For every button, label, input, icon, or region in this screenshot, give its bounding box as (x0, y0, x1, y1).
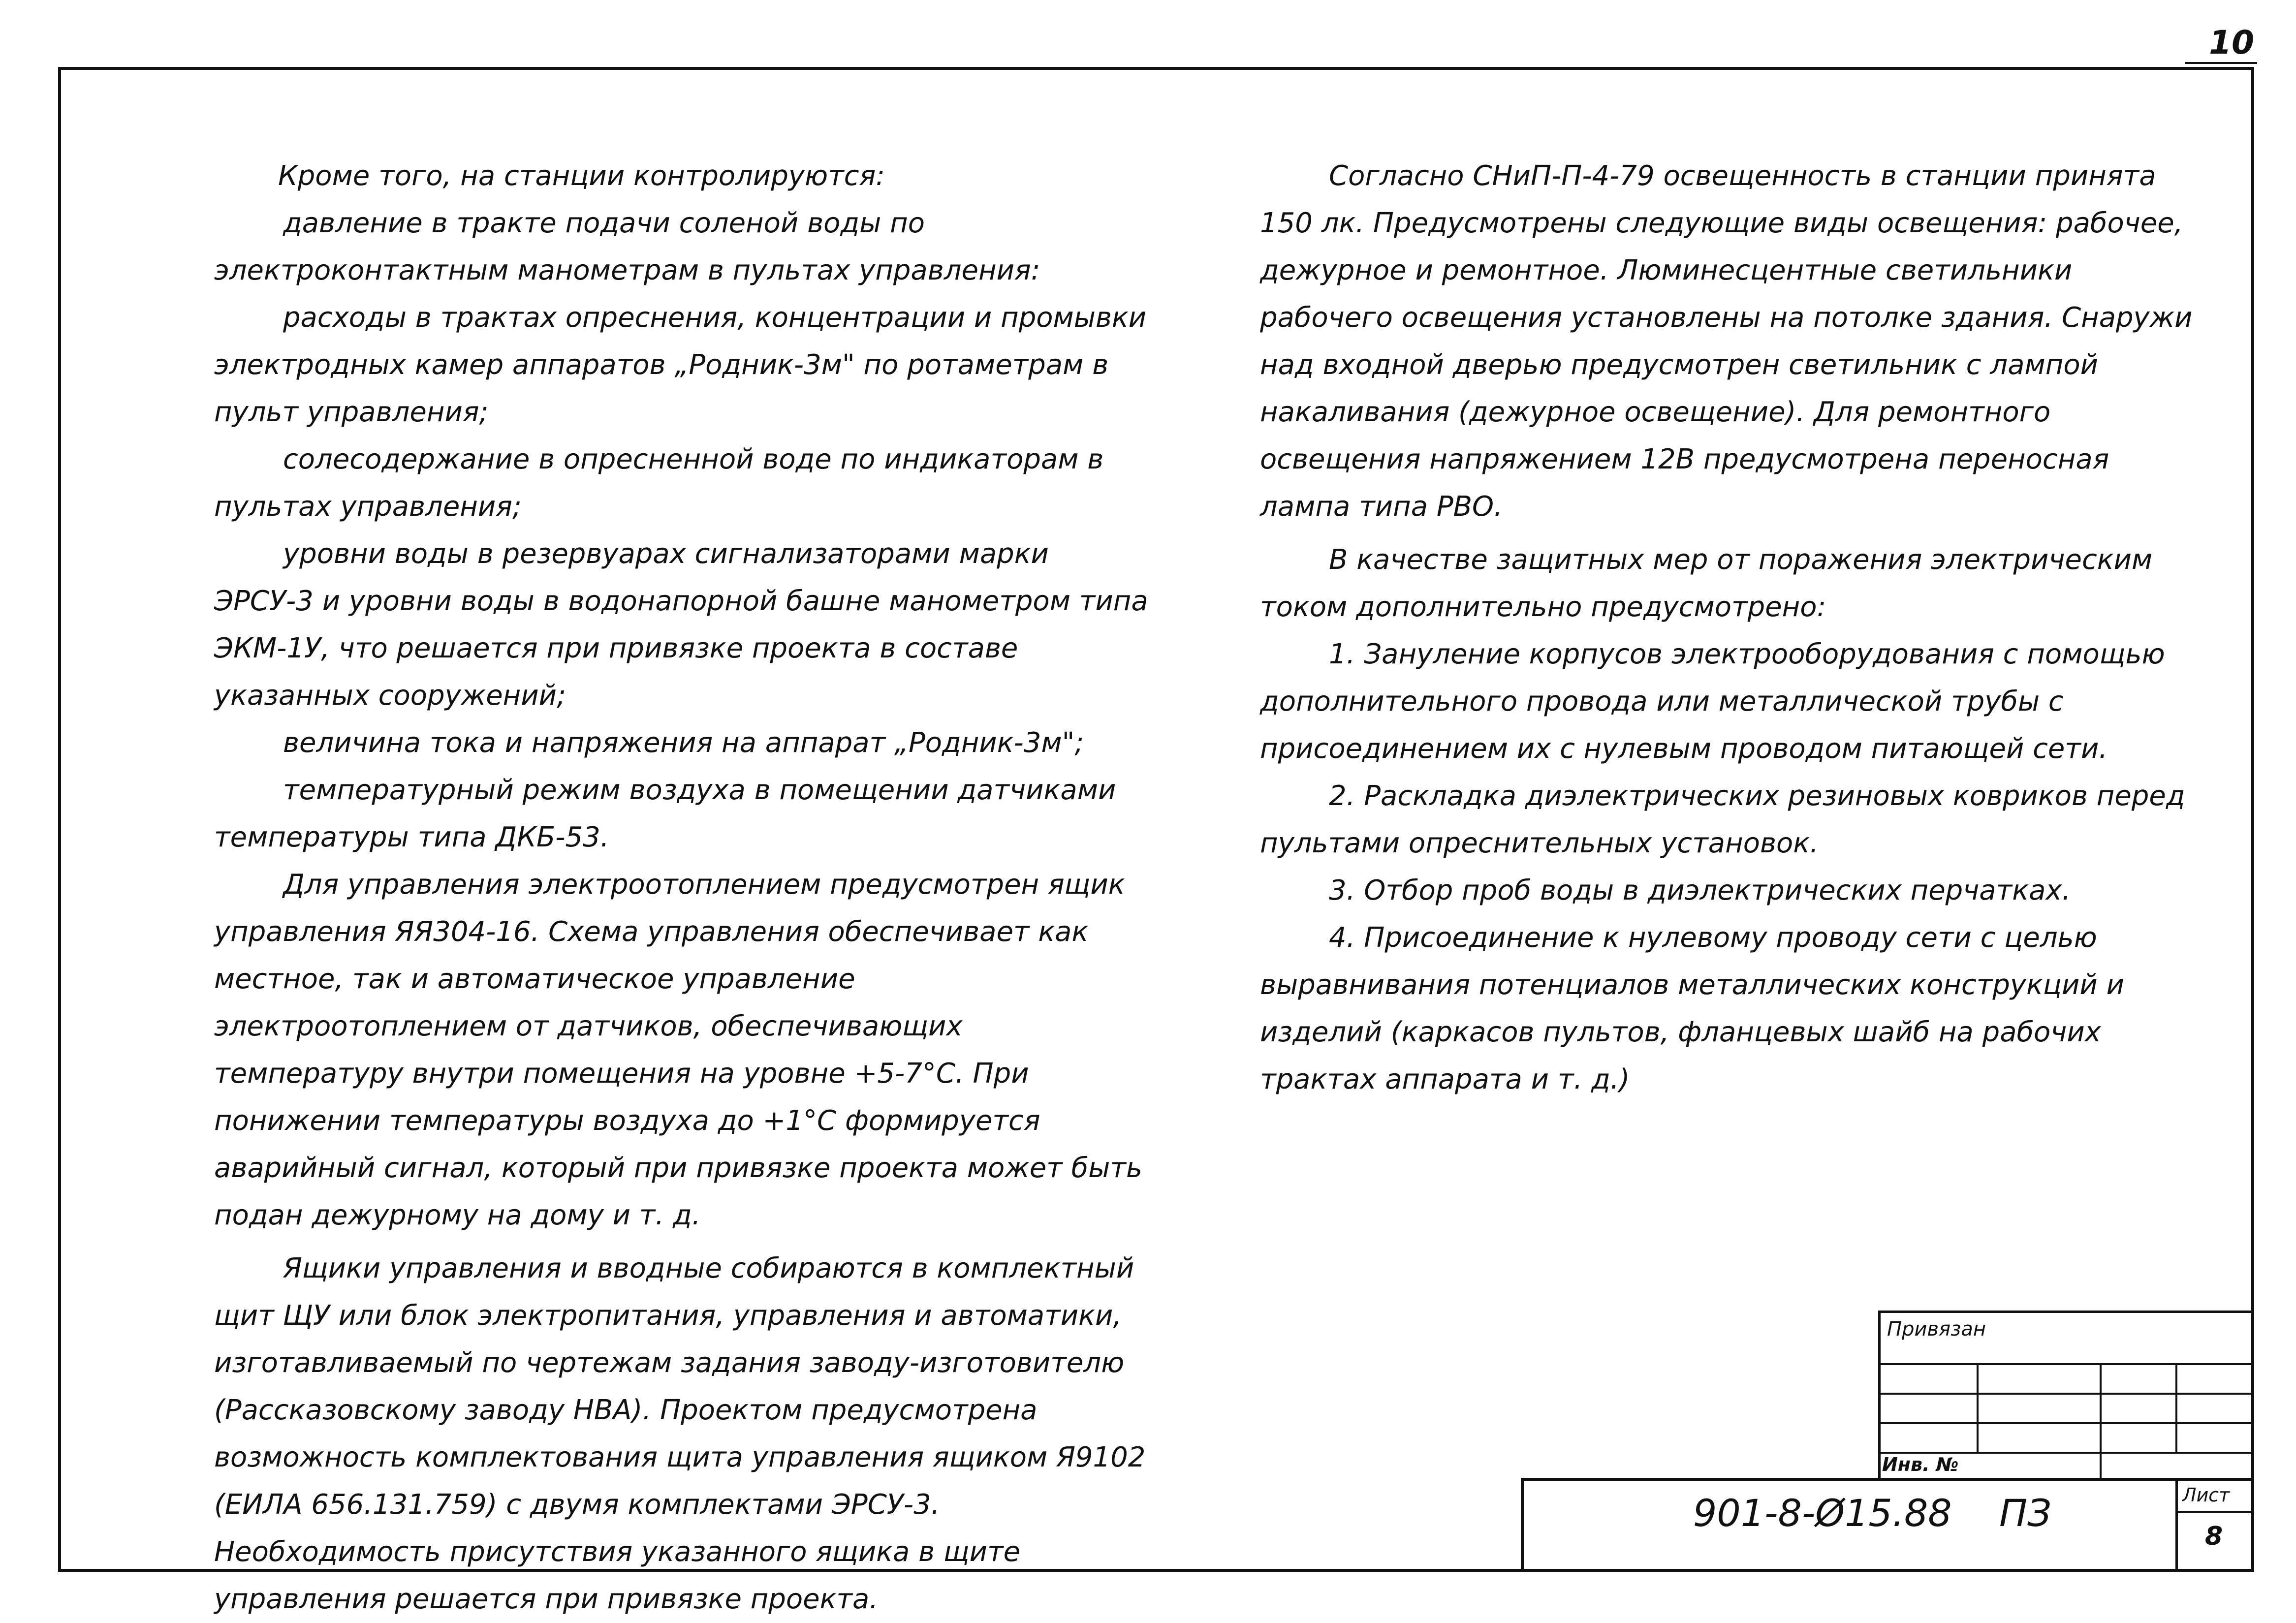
privyazan-label: Привязан (1887, 1318, 1986, 1341)
left-paragraph-4: уровни воды в резервуарах сигнализаторами марки ЭРСУ-3 и уровни воды в водонапорной башне манометром типа ЭКМ-1У, что решается при привязке проекта в составе указанных сооружений; (214, 538, 1148, 712)
stamp-line (2100, 1363, 2102, 1480)
right-paragraph-5: 4. Присоединение к нулевому проводу сети с целью выравнивания потенциалов металлических конструкций и изделий (каркасов пультов, фланцевых шайб на рабочих трактах аппарата и т. д.) (1260, 922, 2124, 1095)
left-paragraph-8: Ящики управления и вводные собираются в комплектный щит ЩУ или блок электропитания, управления и автоматики, изготавливаемый по чертежам задания заводу-изготовителю (Рассказовскому заводу НВА). Проектом предусмотрена возможность комплектования щита управления ящиком Я9102 (ЕИЛА 656.131.759) с двумя комплектами ЭРСУ-3. Необходимость присутствия указанного ящика в щите управления решается при привязке проекта. (214, 1252, 1146, 1615)
right-paragraph-0: Согласно СНиП-П-4-79 освещенность в станции принята 150 лк. Предусмотрены следующие виды освещения: рабочее, дежурное и ремонтное. Люминесцентные светильники рабочего освещения установлены на потолке здания. Снаружи над входной дверью предусмотрен светильник с лампой накаливания (дежурное освещение). Для ремонтного освещения напряжением 12В предусмотрена переносная лампа типа РВО. (1260, 160, 2193, 523)
right-paragraph-3: 2. Раскладка диэлектрических резиновых ковриков перед пультами опреснительных установок. (1260, 780, 2185, 859)
left-paragraph-0: Кроме того, на станции контролируются: (278, 160, 885, 192)
stamp-line (2175, 1511, 2254, 1513)
stamp-line (1878, 1363, 2254, 1365)
left-paragraph-6: температурный режим воздуха в помещении датчиками температуры типа ДКБ-53. (214, 774, 1116, 853)
page-number-underline (2185, 62, 2257, 64)
stamp-line (1878, 1311, 2254, 1313)
stamp-line (1521, 1478, 1524, 1572)
left-paragraph-3: солесодержание в опресненной воде по индикаторам в пультах управления; (214, 443, 1104, 523)
stamp-line (1878, 1422, 2254, 1424)
sheet-number: 8 (2205, 1522, 2223, 1551)
right-paragraph-2: 1. Зануление корпусов электрооборудования с помощью дополнительного провода или металлической трубы с присоединением их с нулевым проводом питающей сети. (1260, 638, 2165, 765)
doc-code: 901-8-Ø15.88 (1693, 1491, 1952, 1535)
stamp-line (2175, 1363, 2177, 1452)
section-code: ПЗ (1999, 1491, 2051, 1535)
stamp-line (1521, 1478, 2254, 1481)
inv-no-label: Инв. № (1882, 1454, 1959, 1475)
right-paragraph-4: 3. Отбор проб воды в диэлектрических перчатках. (1329, 874, 2071, 906)
stamp-line (1878, 1393, 2254, 1395)
stamp-line (1977, 1363, 1979, 1452)
right-paragraph-1: В качестве защитных мер от поражения электрическим током дополнительно предусмотрено: (1260, 544, 2153, 623)
left-paragraph-2: расходы в трактах опреснения, концентрации и промывки электродных камер аппаратов „Родник-3м" по ротаметрам в пульт управления; (214, 302, 1147, 428)
left-paragraph-7: Для управления электроотоплением предусмотрен ящик управления ЯЯ304-16. Схема управления обеспечивает как местное, так и автоматическое управление электроотоплением от датчиков, обеспечивающих температуру внутри помещения на уровне +5-7°С. При понижении температуры воздуха до +1°С формируется аварийный сигнал, который при привязке проекта может быть подан дежурному на дому и т. д. (214, 869, 1142, 1231)
stamp-line (2175, 1478, 2178, 1572)
stamp-line (1878, 1311, 1881, 1480)
sheet-label: Лист (2182, 1484, 2230, 1506)
right-column (1260, 153, 2200, 1103)
left-paragraph-5: величина тока и напряжения на аппарат „Родник-3м"; (283, 727, 1084, 759)
left-column (214, 153, 1149, 1623)
left-paragraph-1: давление в тракте подачи соленой воды по электроконтактным манометрам в пультах управления: (214, 207, 1040, 286)
page-number: 10 (2209, 24, 2254, 62)
